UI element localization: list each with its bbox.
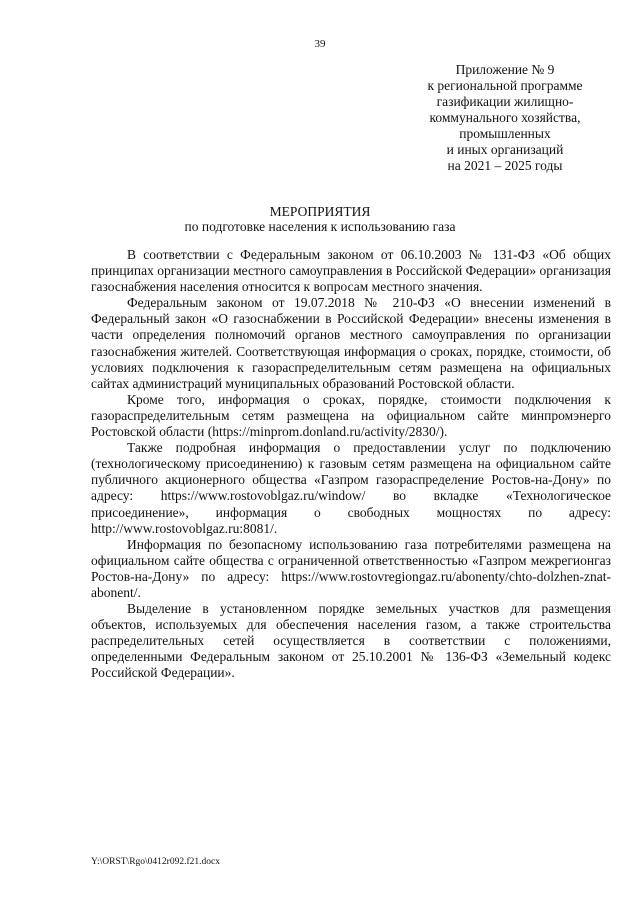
appendix-line: коммунального хозяйства, [429, 110, 581, 125]
appendix-header [400, 62, 610, 174]
appendix-line: Приложение № 9 [455, 62, 555, 77]
paragraph: Федеральным законом от 19.07.2018 № 210-ФЗ «О внесении изменений в Федеральный закон «О газоснабжении в Российской Федерации» внесены изменения в части определения полномочий органов местного самоуправления по организации газоснабжения жителей. Соответствующая информация о сроках, порядке, стоимости, об условиях подключения к газораспределительным сетям размещена на официальных сайтах администраций муниципальных образований Ростовской области. [91, 295, 611, 391]
page-number: 39 [314, 38, 326, 50]
paragraph: Информация по безопасному использованию газа потребителями размещена на официальном сайте общества с ограниченной ответственностью «Газпром межрегионгаз Ростов-на-Дону» по адресу: https://www.rostovregiongaz.ru/abonenty/chto-dolzhen-znat-abonent/. [91, 536, 611, 600]
paragraph: Также подробная информация о предоставлении услуг по подключению (технологическому присоединению) к газовым сетям размещена на официальном сайте публичного акционерного общества «Газпром газораспределение Ростов-на-Дону» по адресу: https://www.rostovoblgaz.ru/window/ во вкладке «Технологическое присоединение», информация о свободных мощностях по адресу: http://www.rostovoblgaz.ru:8081/. [91, 440, 611, 536]
document-title: МЕРОПРИЯТИЯ [269, 204, 371, 219]
paragraph: Выделение в установленном порядке земельных участков для размещения объектов, используемых для обеспечения населения газом, а также строительства распределительных сетей осуществляется в соответствии с положениями, определенными Федеральным законом от 25.10.2001 № 136-ФЗ «Земельный кодекс Российской Федерации». [91, 601, 611, 681]
paragraph: Кроме того, информация о сроках, порядке, стоимости подключения к газораспределительным сетям размещена на официальном сайте минпромэнерго Ростовской области (https://minprom.donland.ru/activity/2830/). [91, 391, 611, 440]
document-subtitle: по подготовке населения к использованию газа [184, 219, 456, 234]
file-path-footer: Y:\ORST\Rgo\0412r092.f21.docx [91, 857, 220, 867]
appendix-line: к региональной программе [427, 78, 583, 93]
paragraph: В соответствии с Федеральным законом от 06.10.2003 № 131-ФЗ «Об общих принципах организации местного самоуправления в Российской Федерации» организация газоснабжения населения относится к вопросам местного значения. [91, 247, 611, 295]
appendix-line: промышленных [459, 126, 551, 141]
appendix-line: и иных организаций [446, 142, 564, 157]
appendix-line: на 2021 – 2025 годы [447, 158, 563, 173]
document-body [91, 247, 611, 682]
appendix-line: газификации жилищно- [436, 94, 574, 109]
